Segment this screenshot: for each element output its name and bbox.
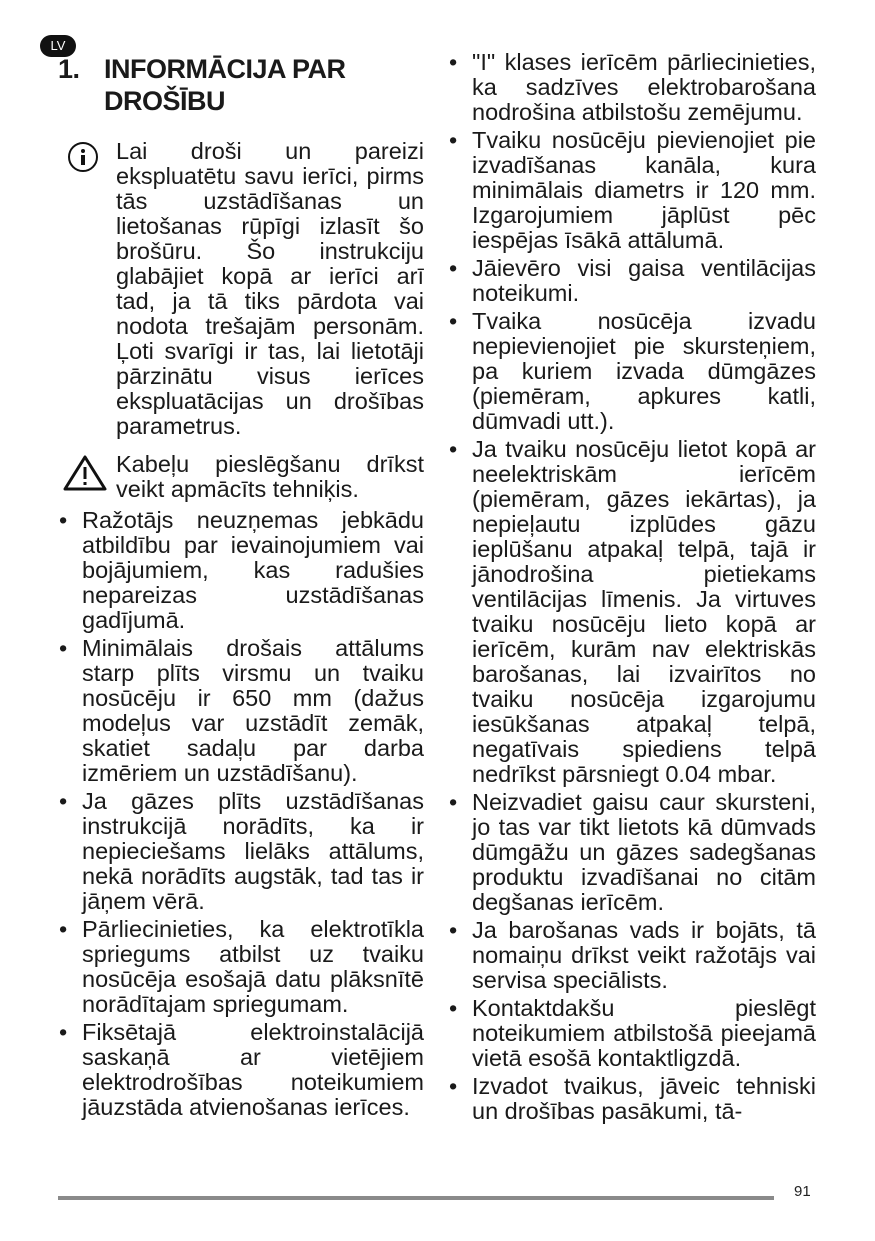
list-item: • Jāievēro visi gaisa ventilācijas noteikumi. (448, 256, 816, 306)
warning-note-text: Kabeļu pieslēgšanu drīkst veikt apmācīts tehniķis. (116, 451, 424, 502)
language-badge: LV (40, 35, 76, 57)
list-item: • Kontaktdakšu pieslēgt noteikumiem atbilstošā pieejamā vietā esošā kontaktligzdā. (448, 996, 816, 1071)
section-number: 1. (58, 54, 80, 84)
right-column (448, 50, 816, 1127)
info-icon (68, 142, 98, 172)
footer-divider (58, 1196, 774, 1200)
page-number: 91 (794, 1183, 811, 1200)
right-bullet-list (448, 50, 816, 1124)
section-title (58, 53, 424, 117)
list-item: • Pārliecinieties, ka elektrotīkla spriegums atbilst uz tvaiku nosūcēja esošajā datu plāksnītē norādītajam spriegumam. (58, 917, 424, 1017)
list-item: • Minimālais drošais attālums starp plīts virsmu un tvaiku nosūcēju ir 650 mm (dažus modeļus var uzstādīt zemāk, skatiet sadaļu par darba izmēriem un uzstādīšanu). (58, 636, 424, 786)
warning-note (58, 452, 424, 502)
left-column (58, 50, 424, 1123)
list-item: • Neizvadiet gaisu caur skursteni, jo tas var tikt lietots kā dūmvads dūmgāžu un gāzes sadegšanas produktu izvadīšanai no citām degšanas ierīcēm. (448, 790, 816, 915)
list-item: • Tvaika nosūcēja izvadu nepievienojiet pie skursteņiem, pa kuriem izvada dūmgāzes (piemēram, apkures katli, dūmvadi utt.). (448, 309, 816, 434)
list-item: • Ja tvaiku nosūcēju lietot kopā ar neelektriskām ierīcēm (piemēram, gāzes iekārtas), ja nepieļautu izplūdes gāzu ieplūšanu atpakaļ telpā, tajā ir jānodrošina pietiekams ventilācijas līmenis. Ja virtuves tvaiku nosūcēju lieto kopā ar ierīcēm, kurām nav elektriskās barošanas, lai izvairītos no tvaiku nosūcēja izgarojumu iesūkšanas atpakaļ telpā, negatīvais spiediens telpā nedrīkst pārsniegt 0.04 mbar. (448, 437, 816, 787)
section-title-text: INFORMĀCIJA PAR DROŠĪBU (104, 54, 346, 116)
info-note-text: Lai droši un pareizi ekspluatētu savu ierīci, pirms tās uzstādīšanas un lietošanas rūpīgi izlasīt šo brošūru. Šo instrukciju glabājiet kopā ar ierīci arī tad, ja tā tiks pārdota vai nodota trešajām personām. Ļoti svarīgi ir tas, lai lietotāji pārzinātu visus ierīces ekspluatācijas un drošības parametrus. (116, 138, 424, 439)
list-item: • Fiksētajā elektroinstalācijā saskaņā ar vietējiem elektrodrošības noteikumiem jāuzstāda atvienošanas ierīces. (58, 1020, 424, 1120)
list-item: • Izvadot tvaikus, jāveic tehniski un drošības pasākumi, tā- (448, 1074, 816, 1124)
list-item: • Ja barošanas vads ir bojāts, tā nomaiņu drīkst veikt ražotājs vai servisa speciālists. (448, 918, 816, 993)
list-item: • "I" klases ierīcēm pārliecinieties, ka sadzīves elektrobarošana nodrošina atbilstošu zemējumu. (448, 50, 816, 125)
warning-icon (62, 454, 108, 492)
list-item: • Tvaiku nosūcēju pievienojiet pie izvadīšanas kanāla, kura minimālais diametrs ir 120 mm. Izgarojumiem jāplūst pēc iespējas īsākā attālumā. (448, 128, 816, 253)
left-bullet-list (58, 508, 424, 1120)
list-item: • Ražotājs neuzņemas jebkādu atbildību par ievainojumiem vai bojājumiem, kas radušies nepareizas uzstādīšanas gadījumā. (58, 508, 424, 633)
list-item: • Ja gāzes plīts uzstādīšanas instrukcijā norādīts, ka ir nepieciešams lielāks attālums, nekā norādīts augstāk, tad tas ir jāņem vērā. (58, 789, 424, 914)
info-note (58, 139, 424, 439)
